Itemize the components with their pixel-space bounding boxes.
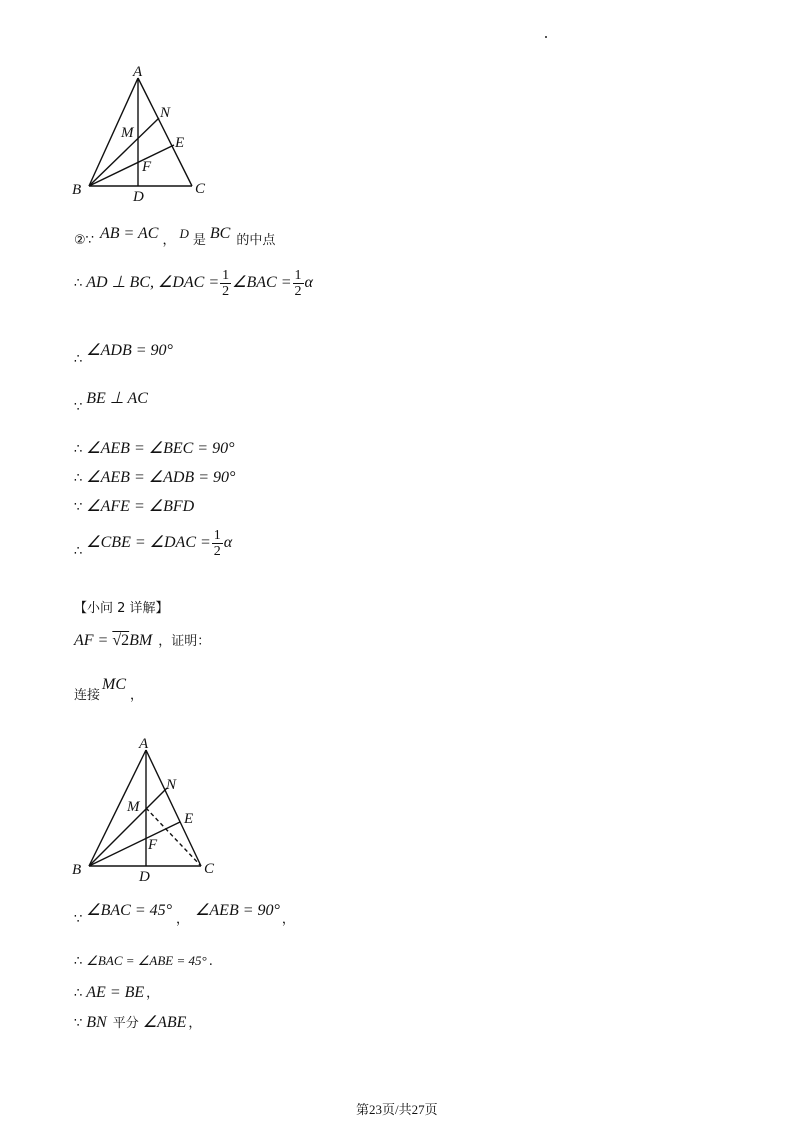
fig2-label-e: E (184, 811, 194, 827)
fig2-label-c: C (204, 861, 215, 877)
fig1-label-n: N (160, 105, 171, 121)
triangle-figure-1 (60, 60, 240, 210)
fig2-label-b: B (72, 862, 82, 878)
fig1-label-m: M (121, 125, 134, 141)
fig1-label-b: B (72, 182, 82, 198)
proof-line-4: ∵ BN 平分 ∠ABE ， (74, 1014, 202, 1031)
fig2-label-n: N (166, 777, 177, 793)
proof-line-3: ∴ AE = BE ， (74, 984, 160, 1001)
fig1-label-f: F (142, 159, 152, 175)
proof-line-2: ∴ ∠BAC = ∠ABE = 45° . (74, 953, 213, 969)
reason-line-5: ∴ ∠AEB = ∠BEC = 90° (74, 440, 235, 457)
reason-line-8: $_\therefore$∠CBE = ∠DAC = $\frac{1}{2}$ α (74, 528, 233, 560)
claim-line: AF = √2BM ，证明： (74, 632, 211, 649)
fig2-label-m: M (127, 799, 140, 815)
triangle-figure-2 (60, 730, 240, 885)
reason-line-2: ∴ AD ⊥ BC, ∠DAC = $\frac{1}{2}$ ∠BAC = $\frac{1}{2}$ α (74, 268, 313, 299)
fig2-label-a: A (139, 736, 149, 752)
reason-line-1: ②∵ AB = AC ， D 是 BC 的中点 (74, 225, 276, 248)
reason-line-3: $_\therefore$∠ADB = 90° (74, 342, 173, 367)
proof-line-1: $_\because$∠BAC = $45^\circ_,\angle AEB = 90^\circ_,$ (74, 902, 295, 927)
reason-line-7: ∵ ∠AFE = ∠BFD (74, 498, 195, 515)
page-footer: 第23页/共27页 (356, 1102, 438, 1117)
connect-line: $_{连接}MC_,$ (74, 676, 144, 703)
section-heading: 【小问 2 详解】 (74, 601, 169, 616)
fig1-label-c: C (195, 181, 206, 197)
fig1-label-e: E (175, 135, 185, 151)
reason-line-4: $_\because$BE ⊥ AC (74, 390, 148, 415)
fig1-label-a: A (133, 64, 143, 80)
page-speck (545, 36, 547, 38)
fig2-label-d: D (139, 869, 150, 885)
reason-line-6: ∴ ∠AEB = ∠ADB = 90° (74, 469, 236, 486)
fig1-label-d: D (133, 189, 144, 205)
fig2-label-f: F (148, 837, 158, 853)
